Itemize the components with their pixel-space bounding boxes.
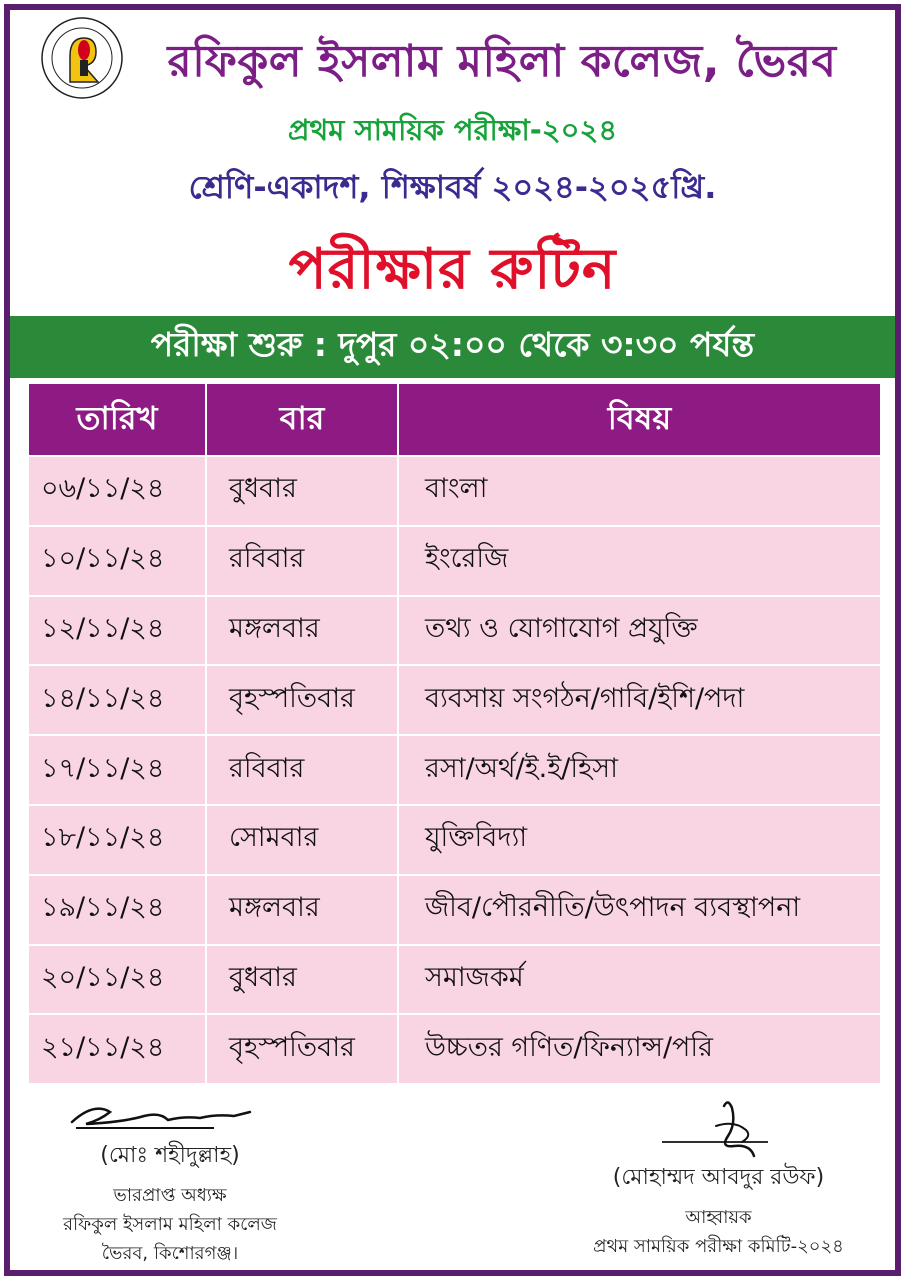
header-day: বার	[206, 384, 398, 456]
cell-date: ০৬/১১/২৪	[28, 456, 206, 526]
convener-title: আহ্বায়ক	[685, 1207, 752, 1228]
cell-subject: তথ্য ও যোগাযোগ প্রযুক্তি	[398, 596, 881, 666]
table-row	[28, 596, 881, 666]
exam-schedule-table	[27, 384, 882, 1085]
college-name: রফিকুল ইসলাম মহিলা কলেজ, ভৈরব	[167, 36, 837, 87]
cell-subject: বাংলা	[398, 456, 881, 526]
exam-name: প্রথম সাময়িক পরীক্ষা-২০২৪	[287, 113, 618, 147]
table-row	[28, 735, 881, 805]
table-row	[28, 1014, 881, 1084]
cell-day: বুধবার	[206, 456, 398, 526]
table-row	[28, 526, 881, 596]
cell-subject: সমাজকর্ম	[398, 945, 881, 1015]
principal-org: রফিকুল ইসলাম মহিলা কলেজ	[63, 1214, 277, 1235]
cell-day: বৃহস্পতিবার	[206, 665, 398, 735]
college-logo	[40, 16, 124, 100]
table-row	[28, 665, 881, 735]
cell-day: বৃহস্পতিবার	[206, 1014, 398, 1084]
cell-date: ১৪/১১/২৪	[28, 665, 206, 735]
cell-date: ১৯/১১/২৪	[28, 875, 206, 945]
principal-signature-mark	[64, 1098, 254, 1134]
cell-date: ১২/১১/২৪	[28, 596, 206, 666]
routine-title: পরীক্ষার রুটিন	[288, 237, 617, 302]
cell-date: ২০/১১/২৪	[28, 945, 206, 1015]
cell-day: মঙ্গলবার	[206, 875, 398, 945]
convener-committee: প্রথম সাময়িক পরীক্ষা কমিটি-২০২৪	[593, 1236, 844, 1257]
convener-signature-block	[546, 1160, 891, 1261]
convener-signature-mark	[658, 1096, 808, 1166]
exam-time-text: পরীক্ষা শুরু : দুপুর ০২:০০ থেকে ৩:৩০ পর্যন্ত	[150, 325, 755, 364]
principal-title: ভারপ্রাপ্ত অধ্যক্ষ	[113, 1185, 227, 1206]
table-row	[28, 456, 881, 526]
table-header-row	[28, 384, 881, 456]
cell-subject: ইংরেজি	[398, 526, 881, 596]
cell-day: সোমবার	[206, 805, 398, 875]
cell-date: ২১/১১/২৪	[28, 1014, 206, 1084]
principal-place: ভৈরব, কিশোরগঞ্জ।	[101, 1243, 239, 1264]
principal-name: (মোঃ শহীদুল্লাহ)	[100, 1143, 240, 1168]
cell-day: রবিবার	[206, 526, 398, 596]
header-date: তারিখ	[28, 384, 206, 456]
cell-subject: যুক্তিবিদ্যা	[398, 805, 881, 875]
cell-date: ১৭/১১/২৪	[28, 735, 206, 805]
cell-date: ১৮/১১/২৪	[28, 805, 206, 875]
table-row	[28, 875, 881, 945]
cell-day: বুধবার	[206, 945, 398, 1015]
table-row	[28, 805, 881, 875]
cell-subject: রসা/অর্থ/ই.ই/হিসা	[398, 735, 881, 805]
principal-signature-block	[20, 1138, 320, 1268]
exam-time-bar	[10, 316, 895, 378]
cell-subject: উচ্চতর গণিত/ফিন্যান্স/পরি	[398, 1014, 881, 1084]
convener-name: (মোহাম্মদ আবদুর রউফ)	[612, 1165, 825, 1190]
cell-day: মঙ্গলবার	[206, 596, 398, 666]
cell-date: ১০/১১/২৪	[28, 526, 206, 596]
cell-subject: জীব/পৌরনীতি/উৎপাদন ব্যবস্থাপনা	[398, 875, 881, 945]
class-session: শ্রেণি-একাদশ, শিক্ষাবর্ষ ২০২৪-২০২৫খ্রি.	[188, 168, 717, 206]
cell-subject: ব্যবসায় সংগঠন/গাবি/ইশি/পদা	[398, 665, 881, 735]
header-subject: বিষয়	[398, 384, 881, 456]
table-row	[28, 945, 881, 1015]
cell-day: রবিবার	[206, 735, 398, 805]
